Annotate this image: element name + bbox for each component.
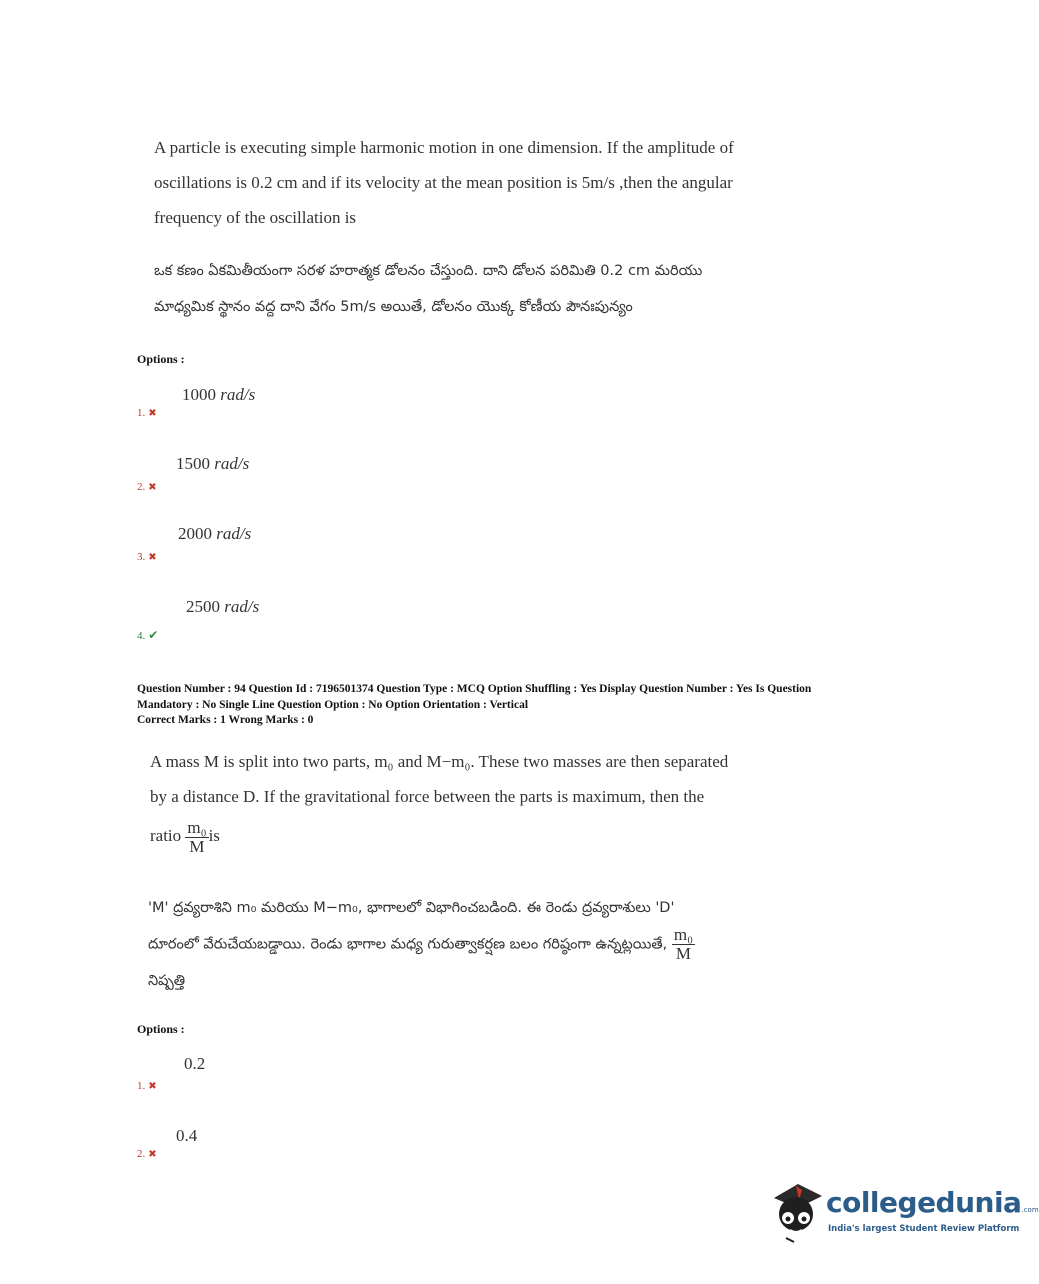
q2-te-line-1: 'M' ద్రవ్యరాశిని m₀ మరియు M−m₀, భాగాలలో విభాగించబడింది. ఈ రెండు ద్రవ్యరాశులు 'D' <box>148 900 675 916</box>
fraction-numerator: m₀ <box>673 925 694 944</box>
logo-wordmark: collegedunia.com <box>826 1186 1039 1219</box>
q1-en-line-3: frequency of the oscillation is <box>154 208 357 227</box>
question-metadata <box>137 682 877 729</box>
q2-option-1-value[interactable]: 0.2 <box>184 1054 206 1073</box>
q2-te-line-3: నిష్పత్తి <box>148 973 186 989</box>
fraction-denominator: M <box>675 944 692 963</box>
wrong-cross-icon: ✖ <box>148 552 157 563</box>
q1-te-line-1: ఒక కణం ఏకమితీయంగా సరళ హరాత్మక డోలనం చేస్తుంది. దాని డోలన పరిమితి 0.2 cm మరియు <box>154 263 703 279</box>
q1-en-line-1: A particle is executing simple harmonic motion in one dimension. If the amplitude of <box>154 138 734 157</box>
q1-english-text <box>154 130 794 235</box>
q2-en-line-1: A mass M is split into two parts, m₀ and M−m₀. These two masses are then separated <box>150 752 729 771</box>
meta-line-2: Mandatory : No Single Line Question Option : No Option Orientation : Vertical <box>137 698 529 711</box>
student-mascot-icon <box>766 1178 826 1246</box>
wrong-cross-icon: ✖ <box>148 1149 157 1160</box>
q2-option-1-number: 1. ✖ <box>137 1080 157 1092</box>
q2-ratio-fraction <box>185 819 208 856</box>
wrong-cross-icon: ✖ <box>148 482 157 493</box>
q1-option-2-number: 2. ✖ <box>137 481 157 493</box>
q2-ratio-line <box>150 818 220 856</box>
wrong-cross-icon: ✖ <box>148 408 157 419</box>
meta-line-3: Correct Marks : 1 Wrong Marks : 0 <box>137 714 314 726</box>
fraction-denominator: M <box>189 836 205 856</box>
fraction-numerator: m₀ <box>187 817 207 837</box>
q2-te-line-2: దూరంలో వేరుచేయబడ్డాయి. రెండు భాగాల మధ్య గురుత్వాకర్షణ బలం గరిష్ఠంగా ఉన్నట్లయితే, $\frac{\text{m₀}}{M}$ <box>148 925 694 963</box>
q2-option-2-value[interactable]: 0.4 <box>176 1126 198 1145</box>
q2-telugu-text <box>148 890 788 999</box>
q1-option-4-value[interactable]: 2500 rad/s <box>186 597 260 616</box>
q1-option-3-number: 3. ✖ <box>137 551 157 563</box>
q2-en-line-2: by a distance D. If the gravitational force between the parts is maximum, then the <box>150 787 705 806</box>
collegedunia-logo[interactable] <box>766 1176 1039 1248</box>
q2-te-fraction <box>672 926 695 963</box>
q1-option-4-number: 4. ✔ <box>137 628 159 642</box>
q1-te-line-2: మాధ్యమిక స్థానం వద్ద దాని వేగం 5m/s అయితే, డోలనం యొక్క కోణీయ పౌనఃపున్యం <box>154 299 633 315</box>
q1-option-3-value[interactable]: 2000 rad/s <box>178 524 252 543</box>
q2-ratio-word: ratio <box>150 826 182 845</box>
q1-option-1-value[interactable]: 1000 rad/s <box>182 385 256 404</box>
meta-line-1: Question Number : 94 Question Id : 7196501374 Question Type : MCQ Option Shuffling : Yes Display Question Number : Yes Is Question <box>137 683 812 695</box>
q2-english-text <box>150 744 790 814</box>
q2-option-2-number: 2. ✖ <box>137 1148 157 1160</box>
q1-telugu-text <box>154 253 794 325</box>
q1-option-1-number: 1. ✖ <box>137 407 157 419</box>
q1-options-label: Options : <box>137 352 185 366</box>
q2-options-label: Options : <box>137 1022 185 1036</box>
wrong-cross-icon: ✖ <box>148 1081 157 1092</box>
q1-en-line-2: oscillations is 0.2 cm and if its velocity at the mean position is 5m/s ,then the angular <box>154 173 733 192</box>
q1-option-2-value[interactable]: 1500 rad/s <box>176 454 250 473</box>
logo-tagline: India's largest Student Review Platform <box>828 1224 1020 1234</box>
correct-check-icon: ✔ <box>148 628 159 642</box>
q2-is-word: is <box>208 826 220 845</box>
